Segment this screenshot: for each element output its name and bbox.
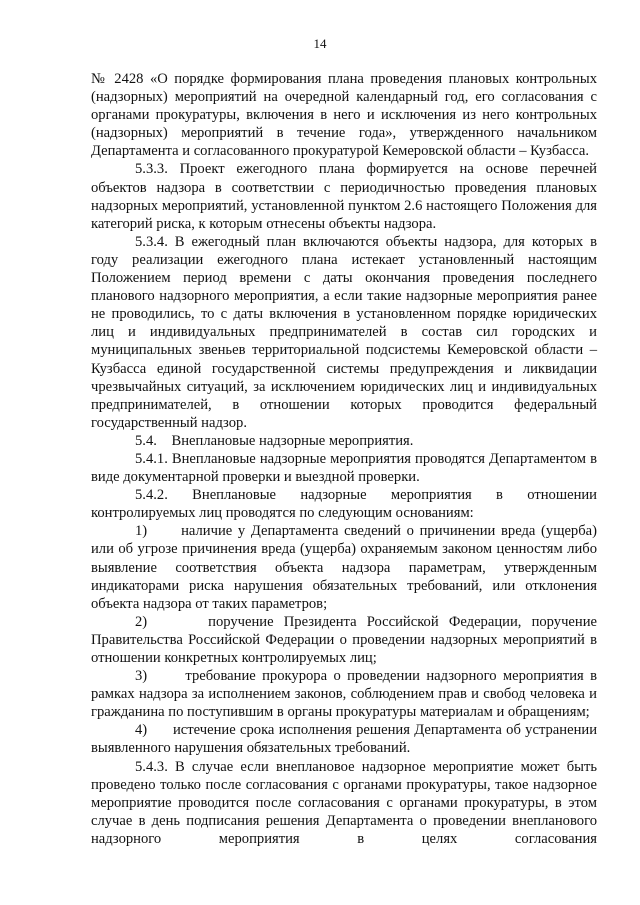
list-item-2: 2) поручение Президента Российской Федерации, поручение Правительства Российской Федерации о проведении надзорных мероприятий в отношении конкретных контролируемых лиц; [91,613,597,666]
paragraph-5-4-3: 5.4.3. В случае если внеплановое надзорное мероприятие может быть проведено только после согласования с органами прокуратуры, такое надзорное мероприятие проводится после согласования с органами прокуратуры, в этом случае в день подписания решения Департамента о проведении внепланового надзорного мероприятия в целях согласования [91,758,597,847]
document-body [91,70,597,848]
list-item-3: 3) требование прокурора о проведении надзорного мероприятия в рамках надзора за исполнением законов, соблюдением прав и свобод человека и гражданина по поступившим в органы прокуратуры материалам и обращениям; [91,668,597,721]
list-item-1: 1) наличие у Департамента сведений о причинении вреда (ущерба) или об угрозе причинения вреда (ущерба) охраняемым законом ценностям либо выявление соответствия объекта надзора параметрам, утвержденным индикаторами риска нарушения обязательных требований, или отклонения объекта надзора от таких параметров; [91,523,597,612]
paragraph-5-4-heading: 5.4. Внеплановые надзорные мероприятия. [135,432,414,449]
paragraph-5-4-2: 5.4.2. Внеплановые надзорные мероприятия в отношении контролируемых лиц проводятся по следующим основаниям: [91,487,597,522]
paragraph-5-3-4: 5.3.4. В ежегодный план включаются объекты надзора, для которых в году реализации ежегодного плана истекает установленный настоящим Положением период времени с даты окончания проведения последнего планового надзорного мероприятия, а если такие надзорные мероприятия ранее не проводились, то с даты включения в установленном порядке юридических лиц и индивидуальных предпринимателей в состав сил городских и муниципальных звеньев территориальной подсистемы Кемеровской области – Кузбасса единой государственной системы предупреждения и ликвидации чрезвычайных ситуаций, за исключением юридических лиц и индивидуальных предпринимателей, в отношении которых проводится федеральный государственный надзор. [91,233,597,431]
paragraph-5-4-1: 5.4.1. Внеплановые надзорные мероприятия проводятся Департаментом в виде документарной проверки и выездной проверки. [91,450,597,486]
paragraph-5-3-3: 5.3.3. Проект ежегодного плана формируется на основе перечней объектов надзора в соответствии с периодичностью проведения плановых надзорных мероприятий, установленной пунктом 2.6 настоящего Положения для категорий риска, к которым отнесены объекты надзора. [91,161,597,232]
page-number: 14 [313,36,327,51]
paragraph-order-reference: № 2428 «О порядке формирования плана проведения плановых контрольных (надзорных) мероприятий на очередной календарный год, его согласования с органами прокуратуры, включения в него и исключения из него контрольных (надзорных) мероприятий в течение года», утвержденного начальником Департамента и согласованного прокуратурой Кемеровской области – Кузбасса. [91,71,597,160]
list-item-4: 4) истечение срока исполнения решения Департамента об устранении выявленного нарушения обязательных требований. [91,722,597,757]
